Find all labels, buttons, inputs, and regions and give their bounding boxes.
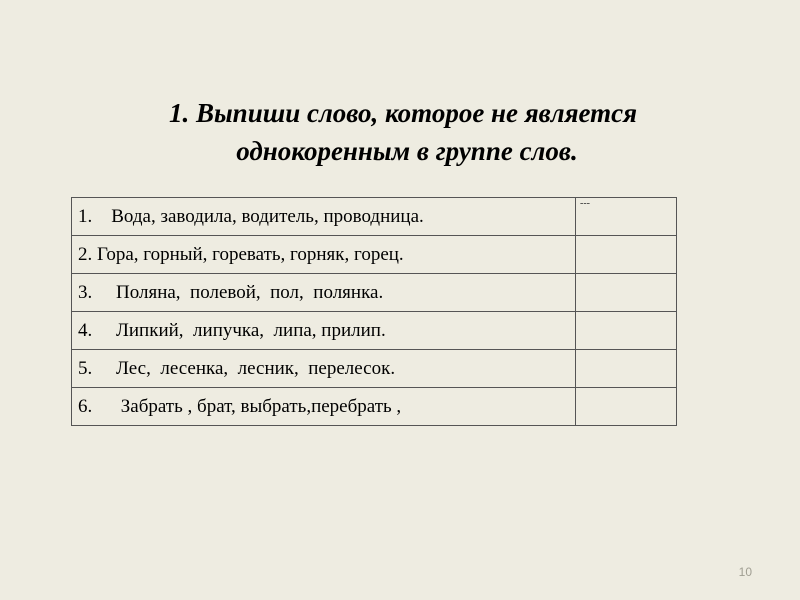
slide-title <box>0 94 800 170</box>
answer-cell[interactable] <box>576 350 677 388</box>
title-line-2: однокоренным в группе слов. <box>236 136 578 166</box>
answer-cell[interactable] <box>576 274 677 312</box>
table-row <box>72 198 677 236</box>
word-group-cell: 2. Гора, горный, горевать, горняк, горец. <box>72 236 576 274</box>
word-group-cell: 4. Липкий, липучка, липа, прилип. <box>72 312 576 350</box>
word-group-cell: 6. Забрать , брат, выбрать,перебрать , <box>72 388 576 426</box>
table-row <box>72 388 677 426</box>
word-group-cell: 3. Поляна, полевой, пол, полянка. <box>72 274 576 312</box>
table-row <box>72 236 677 274</box>
word-group-cell: 1. Вода, заводила, водитель, проводница. <box>72 198 576 236</box>
answer-cell[interactable]: --- <box>576 198 677 236</box>
table-row <box>72 274 677 312</box>
answer-cell[interactable] <box>576 236 677 274</box>
title-line-1: 1. Выпиши слово, которое не является <box>168 98 638 128</box>
table-row <box>72 350 677 388</box>
word-groups-table <box>71 197 677 426</box>
answer-cell[interactable] <box>576 388 677 426</box>
slide-number: 10 <box>738 565 752 579</box>
answer-cell[interactable] <box>576 312 677 350</box>
table-row <box>72 312 677 350</box>
word-group-cell: 5. Лес, лесенка, лесник, перелесок. <box>72 350 576 388</box>
